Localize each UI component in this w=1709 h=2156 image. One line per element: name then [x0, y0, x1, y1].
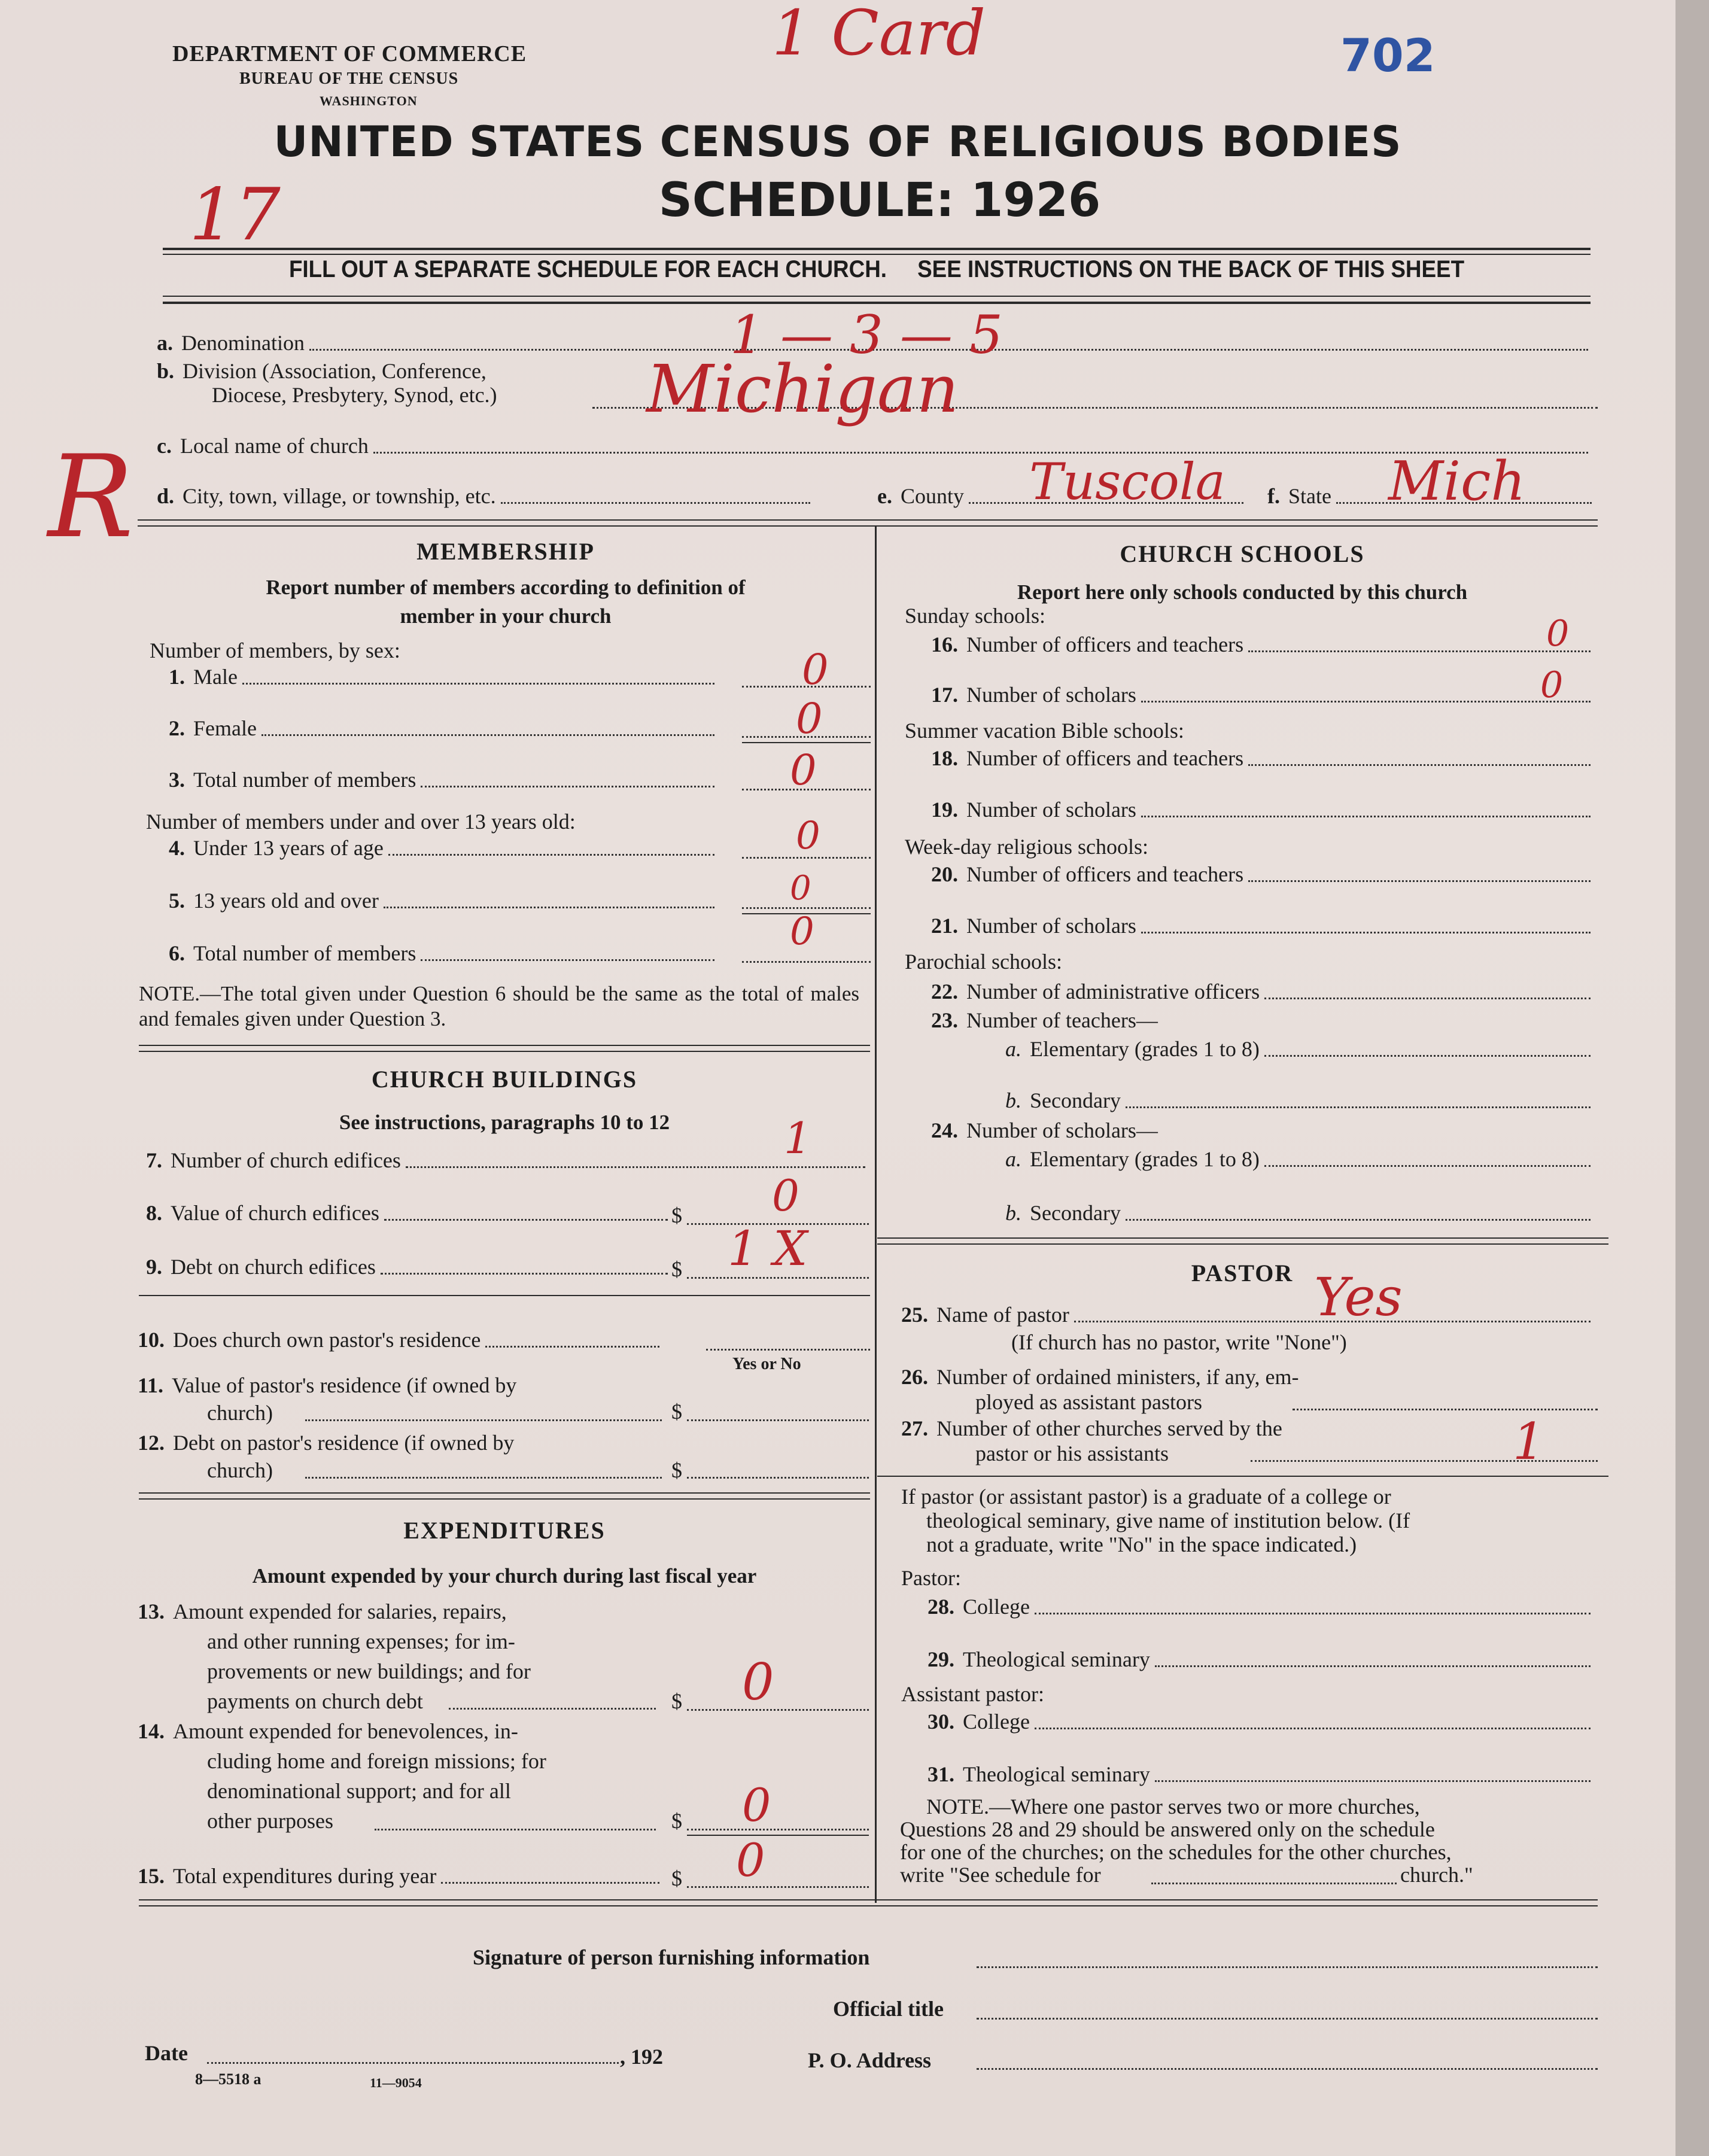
- handwritten-card-note: 1 Card: [772, 0, 986, 69]
- expenditures-heading: EXPENDITURES: [403, 1517, 606, 1544]
- item-a: a.: [157, 331, 173, 355]
- county-field[interactable]: e. County: [877, 483, 1248, 509]
- handwritten-margin-number: 17: [189, 174, 281, 257]
- bureau-label: BUREAU OF THE CENSUS: [239, 69, 459, 88]
- q13-label-dots: [449, 1708, 656, 1710]
- q26-answer-line[interactable]: [1293, 1409, 1598, 1410]
- q4-value: 0: [796, 814, 820, 858]
- q14-label: 14. Amount expended for benevolences, in- cluding home and foreign missions; for denominational support; and for all other purposes: [138, 1719, 546, 1833]
- division-value: Michigan: [646, 351, 959, 427]
- q31-label: Theological seminary: [963, 1762, 1150, 1786]
- q16-label: Number of officers and teachers: [966, 632, 1244, 656]
- summer-schools-label: Summer vacation Bible schools:: [905, 719, 1184, 743]
- q6-value: 0: [790, 910, 814, 954]
- q24a-elementary[interactable]: a. Elementary (grades 1 to 8): [1005, 1147, 1595, 1172]
- q17-label: Number of scholars: [966, 683, 1136, 707]
- q23b-secondary[interactable]: b. Secondary: [1005, 1088, 1595, 1113]
- q27-value: 1: [1513, 1412, 1545, 1471]
- official-title-line[interactable]: [977, 2018, 1598, 2020]
- q18-label: Number of officers and teachers: [966, 746, 1244, 770]
- q31-seminary[interactable]: 31. Theological seminary: [928, 1762, 1595, 1787]
- q7-label: Number of church edifices: [171, 1148, 401, 1172]
- q20-weekday-officers[interactable]: 20. Number of officers and teachers: [931, 862, 1595, 887]
- q12-label-dots: [305, 1477, 662, 1479]
- q30-college[interactable]: 30. College: [928, 1709, 1595, 1734]
- po-address-label: P. O. Address: [808, 2048, 932, 2072]
- q2-female[interactable]: 2. Female: [169, 716, 719, 741]
- form-code-1: 8—5518 a: [195, 2070, 261, 2088]
- q23-teachers: 23. Number of teachers—: [931, 1008, 1158, 1032]
- pastor-note-1: NOTE.—Where one pastor serves two or more churches,: [926, 1795, 1420, 1819]
- pastor-subheading: Pastor:: [901, 1566, 962, 1590]
- weekday-schools-label: Week-day religious schools:: [905, 835, 1149, 859]
- membership-rule-2: [139, 1051, 870, 1052]
- county-value: Tuscola: [1029, 452, 1226, 511]
- q1-male[interactable]: 1. Male: [169, 664, 719, 689]
- q8-value: 0: [772, 1170, 799, 1221]
- q6-label: Total number of members: [193, 941, 416, 965]
- q20-label: Number of officers and teachers: [966, 862, 1244, 886]
- q8-dollar: $: [671, 1203, 682, 1227]
- q22-label: Number of administrative officers: [966, 980, 1260, 1004]
- buildings-rule-2: [139, 1498, 870, 1500]
- schools-sub: Report here only schools conducted by this church: [1017, 580, 1468, 604]
- q27-label: 27. Number of other churches served by the pastor or his assistants: [901, 1416, 1282, 1465]
- q6-total[interactable]: 6. Total number of members: [169, 941, 719, 966]
- sunday-schools-label: Sunday schools:: [905, 604, 1046, 628]
- q27-answer-line[interactable]: [1251, 1460, 1598, 1462]
- q23a-label: Elementary (grades 1 to 8): [1030, 1037, 1260, 1061]
- q23b-label: Secondary: [1030, 1088, 1121, 1112]
- q9-debt-edifices[interactable]: 9. Debt on church edifices: [146, 1254, 673, 1279]
- identity-rule-2: [138, 525, 1598, 527]
- members-by-sex: Number of members, by sex:: [150, 638, 400, 662]
- q11-dollar: $: [671, 1400, 682, 1424]
- q5-13andover[interactable]: 5. 13 years old and over: [169, 888, 719, 913]
- scan-edge: [1675, 0, 1709, 2156]
- q22-admin-officers[interactable]: 22. Number of administrative officers: [931, 979, 1595, 1004]
- members-by-age: Number of members under and over 13 years old:: [146, 810, 576, 834]
- q21-label: Number of scholars: [966, 914, 1136, 938]
- q14-underline: [687, 1835, 869, 1836]
- q2-label: Female: [193, 716, 257, 740]
- q15-label: Total expenditures during year: [173, 1864, 437, 1888]
- q5-value: 0: [790, 869, 811, 908]
- schools-heading: CHURCH SCHOOLS: [1120, 540, 1365, 567]
- membership-sub-1: Report number of members according to definition of: [266, 576, 746, 599]
- buildings-heading: CHURCH BUILDINGS: [371, 1066, 638, 1093]
- q17-value: 0: [1540, 664, 1564, 706]
- q21-weekday-scholars[interactable]: 21. Number of scholars: [931, 913, 1595, 938]
- q7-edifices[interactable]: 7. Number of church edifices: [146, 1148, 870, 1173]
- schools-rule-2: [877, 1243, 1608, 1245]
- pastor-heading: PASTOR: [1191, 1260, 1294, 1287]
- q23a-elementary[interactable]: a. Elementary (grades 1 to 8): [1005, 1036, 1595, 1062]
- q26-label: 26. Number of ordained ministers, if any, em- ployed as assistant pastors: [901, 1365, 1299, 1414]
- q1-value: 0: [802, 645, 829, 694]
- city-field[interactable]: d. City, town, village, or township, etc.: [157, 483, 815, 509]
- instruction-line: FILL OUT A SEPARATE SCHEDULE FOR EACH CHURCH. SEE INSTRUCTIONS ON THE BACK OF THIS SHEET: [288, 256, 1465, 282]
- q12-label: 12. Debt on pastor's residence (if owned by church): [138, 1431, 515, 1482]
- q25-value: Yes: [1314, 1266, 1403, 1328]
- assistant-pastor-subheading: Assistant pastor:: [901, 1682, 1044, 1706]
- form-code-2: 11—9054: [370, 2075, 422, 2090]
- form-subtitle: SCHEDULE: 1926: [658, 174, 1101, 227]
- date-label: Date: [145, 2041, 188, 2065]
- q30-label: College: [963, 1710, 1030, 1734]
- q15-answer-line[interactable]: [687, 1886, 869, 1888]
- q25-pastor-name[interactable]: 25. Name of pastor: [901, 1302, 1595, 1327]
- po-address-line[interactable]: [977, 2068, 1598, 2070]
- signature-line[interactable]: [977, 1966, 1598, 1968]
- pastor-note-2: Questions 28 and 29 should be answered only on the schedule: [900, 1817, 1435, 1841]
- footer-rule-2: [139, 1905, 1598, 1906]
- state-label: State: [1288, 484, 1331, 508]
- buildings-divider: [139, 1295, 870, 1296]
- q13-answer-line[interactable]: [687, 1709, 869, 1711]
- division-label-line2: Diocese, Presbytery, Synod, etc.): [212, 383, 497, 407]
- q19-summer-scholars[interactable]: 19. Number of scholars: [931, 797, 1595, 822]
- pastor-note-blank[interactable]: [1151, 1883, 1397, 1884]
- parochial-schools-label: Parochial schools:: [905, 950, 1062, 974]
- signature-label: Signature of person furnishing information: [473, 1945, 870, 1969]
- local-name-label: Local name of church: [180, 434, 369, 458]
- handwritten-margin-letter: R: [48, 431, 134, 563]
- state-value: Mich: [1388, 450, 1526, 513]
- q15-total-expenditures[interactable]: 15. Total expenditures during year: [138, 1863, 664, 1889]
- local-name-field[interactable]: c. Local name of church: [157, 433, 1593, 458]
- instruction-rule-1: [163, 296, 1591, 297]
- q16-value: 0: [1546, 613, 1570, 655]
- pastor-note-3: for one of the churches; on the schedules for the other churches,: [900, 1840, 1452, 1864]
- q14-label-dots: [375, 1829, 656, 1830]
- q24b-label: Secondary: [1030, 1201, 1121, 1225]
- q10-owns-residence[interactable]: 10. Does church own pastor's residence: [138, 1327, 664, 1352]
- q29-label: Theological seminary: [963, 1647, 1150, 1671]
- q11-label: 11. Value of pastor's residence (if owned by church): [138, 1373, 517, 1425]
- buildings-rule-1: [139, 1492, 870, 1494]
- q28-college[interactable]: 28. College: [928, 1594, 1595, 1619]
- q19-label: Number of scholars: [966, 798, 1136, 822]
- expenditures-sub: Amount expended by your church during last fiscal year: [252, 1564, 757, 1588]
- graduate-line-1: If pastor (or assistant pastor) is a graduate of a college or: [901, 1485, 1391, 1509]
- date-year: , 192: [620, 2045, 663, 2069]
- q13-label: 13. Amount expended for salaries, repairs, and other running expenses; for im- provements or new buildings; and for payments on church debt: [138, 1599, 531, 1713]
- stamp-number: 702: [1340, 29, 1436, 82]
- pastor-note-4a: write "See schedule for: [900, 1863, 1101, 1887]
- q9-answer-line[interactable]: [687, 1277, 869, 1279]
- q8-label: Value of church edifices: [171, 1201, 379, 1225]
- division-label: b. Division (Association, Conference, Diocese, Presbytery, Synod, etc.): [157, 359, 497, 407]
- state-field[interactable]: f. State: [1267, 483, 1597, 509]
- title-rule-2: [163, 254, 1591, 255]
- city-label: City, town, village, or township, etc.: [183, 484, 496, 508]
- q11-answer-line[interactable]: [687, 1419, 869, 1421]
- q3-value: 0: [790, 746, 817, 795]
- denomination-value: 1 — 3 — 5: [730, 304, 1003, 366]
- membership-sub-2: member in your church: [400, 604, 612, 628]
- q16-sunday-officers[interactable]: 16. Number of officers and teachers: [931, 632, 1595, 657]
- q18-summer-officers[interactable]: 18. Number of officers and teachers: [931, 746, 1595, 771]
- membership-heading: MEMBERSHIP: [416, 538, 595, 565]
- form-title: UNITED STATES CENSUS OF RELIGIOUS BODIES: [273, 117, 1402, 166]
- q1-label: Male: [193, 665, 238, 689]
- q14-dollar: $: [671, 1809, 682, 1833]
- membership-rule-1: [139, 1045, 870, 1046]
- q12-dollar: $: [671, 1458, 682, 1482]
- denomination-label: Denomination: [181, 331, 305, 355]
- q3-total[interactable]: 3. Total number of members: [169, 767, 719, 792]
- q15-value: 0: [736, 1833, 765, 1887]
- q25-label: Name of pastor: [936, 1303, 1069, 1327]
- q13-dollar: $: [671, 1689, 682, 1713]
- column-divider: [875, 527, 877, 1903]
- q25-hint: (If church has no pastor, write "None"): [1011, 1330, 1347, 1354]
- pastor-divider: [877, 1476, 1608, 1477]
- pastor-note-4b: church.": [1400, 1863, 1473, 1887]
- q24b-secondary[interactable]: b. Secondary: [1005, 1200, 1595, 1226]
- date-line[interactable]: [207, 2062, 619, 2064]
- q14-answer-line[interactable]: [687, 1829, 869, 1830]
- q6-answer-line[interactable]: [742, 961, 871, 963]
- schools-rule-1: [877, 1237, 1608, 1239]
- division-label-line1: Division (Association, Conference,: [183, 359, 486, 383]
- q4-under13[interactable]: 4. Under 13 years of age: [169, 835, 719, 860]
- q9-value: 1 X: [728, 1221, 808, 1276]
- q3-label: Total number of members: [193, 768, 416, 792]
- q14-value: 0: [742, 1778, 771, 1832]
- q13-value: 0: [742, 1653, 774, 1711]
- q4-label: Under 13 years of age: [193, 836, 384, 860]
- q17-sunday-scholars[interactable]: 17. Number of scholars: [931, 682, 1595, 707]
- q10-label: Does church own pastor's residence: [173, 1328, 481, 1352]
- q28-label: College: [963, 1595, 1030, 1619]
- city-label: WASHINGTON: [320, 93, 418, 108]
- buildings-sub: See instructions, paragraphs 10 to 12: [339, 1111, 670, 1134]
- q7-value: 1: [784, 1113, 811, 1163]
- graduate-line-2: theological seminary, give name of institution below. (If: [926, 1509, 1410, 1532]
- q9-label: Debt on church edifices: [171, 1255, 376, 1279]
- membership-note: NOTE.—The total given under Question 6 should be the same as the total of males and females given under Question 3.: [139, 982, 859, 1030]
- q24a-label: Elementary (grades 1 to 8): [1030, 1147, 1260, 1171]
- q2-value: 0: [796, 694, 823, 743]
- department-label: DEPARTMENT OF COMMERCE: [172, 41, 527, 66]
- q15-dollar: $: [671, 1866, 682, 1890]
- q29-seminary[interactable]: 29. Theological seminary: [928, 1647, 1595, 1672]
- official-title-label: Official title: [833, 1997, 944, 2021]
- title-rule-1: [163, 248, 1591, 250]
- q10-answer-line[interactable]: [706, 1349, 870, 1351]
- yes-no-hint: Yes or No: [732, 1355, 801, 1373]
- q24-scholars: 24. Number of scholars—: [931, 1118, 1158, 1142]
- identity-rule-1: [138, 519, 1598, 521]
- county-label: County: [900, 484, 964, 508]
- q12-answer-line[interactable]: [687, 1477, 869, 1479]
- q8-value-edifices[interactable]: 8. Value of church edifices: [146, 1200, 673, 1226]
- footer-rule-1: [139, 1899, 1598, 1900]
- q9-dollar: $: [671, 1257, 682, 1281]
- city-line: [501, 501, 810, 504]
- q5-label: 13 years old and over: [193, 889, 379, 913]
- graduate-line-3: not a graduate, write "No" in the space indicated.): [926, 1532, 1357, 1556]
- q11-label-dots: [305, 1419, 662, 1421]
